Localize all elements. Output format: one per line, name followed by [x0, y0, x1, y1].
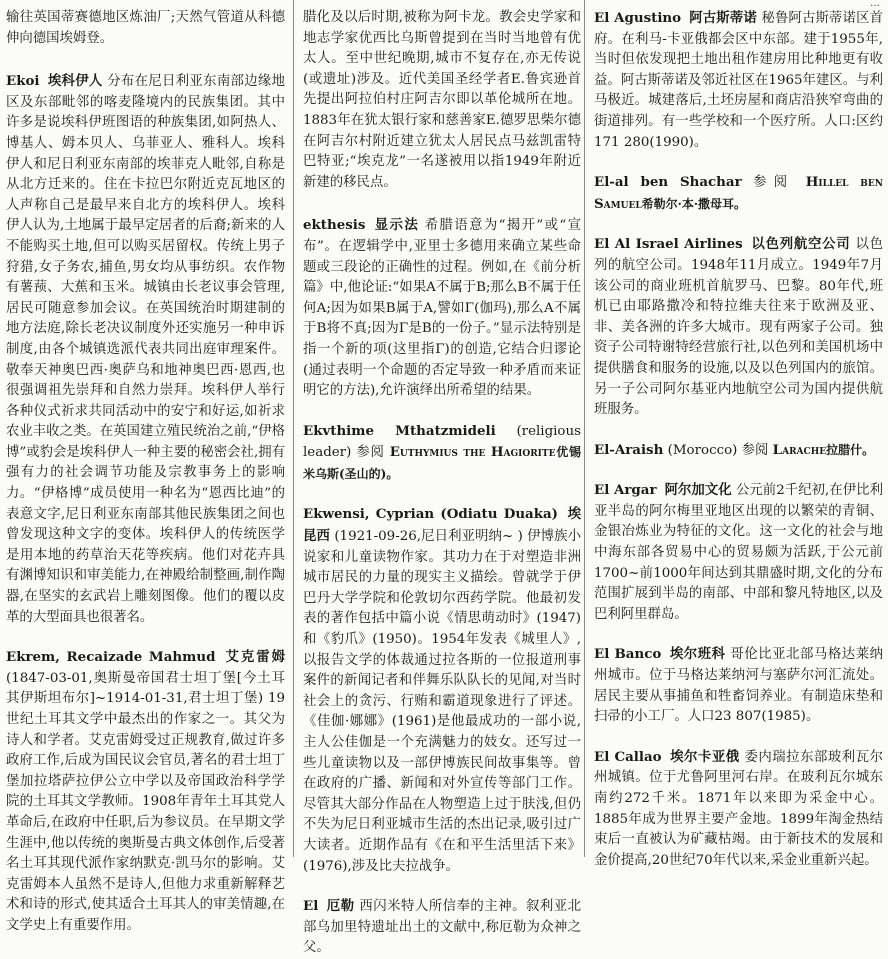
- dictionary-entry: [6, 71, 285, 628]
- entry-text: 委内瑞拉东部玻利瓦尔州城镇。位于尤鲁阿里河右岸。在玻利瓦尔城东南约272千米。1871年以来即为采金中心。1885年成为世界主要产金地。1899年淘金热结束后一直被认为矿藏枯竭。由于新技术的发展和金价提高,20世纪70年代以来,采金业重新兴起。: [594, 749, 884, 868]
- dictionary-entry: [303, 215, 581, 401]
- cross-reference-chinese: 拉腊什。: [826, 442, 875, 457]
- dictionary-entry: [594, 480, 883, 625]
- dictionary-entry: [6, 647, 285, 936]
- headword-chinese: 艾克雷姆: [223, 649, 286, 666]
- headword: El Al Israel Airlines: [594, 236, 743, 253]
- entry-text: 腊化及以后时期,被称为阿卡龙。教会史学家和地志学家优西比乌斯曾提到在当时当地曾有优太人。至中世纪晚期,城市不复存在,亦无传说(或遗址)涉及。近代美国圣经学者E.鲁宾逊首先提出阿拉伯村庄阿吉尔即以革伦城所在地。1883年在犹太银行家和慈善家E.德罗思柴尔德在阿吉尔村附近建立犹太人居民点马兹凯雷特巴特亚;“埃克龙”一名遂被用以指1949年附近新建的移民点。: [303, 10, 581, 190]
- headword: El Agustino: [594, 10, 682, 26]
- headword: El Banco: [594, 646, 662, 663]
- entry-text: (1921-09-26,尼日利亚明纳~ ) 伊博族小说家和儿童读物作家。其功力在于对塑造非洲城市居民的力量的现实主义描绘。曾就学于伊巴丹大学学院和伦敦切尔西药学院。他最初发表的著作包括中篇小说《情思萌动时》(1947)和《豹爪》(1950)。1954年发表《城里人》,以报告文学的体裁通过拉各斯的一位报道刑事案件的新闻记者和伴舞乐队队长的见闻,对当时社会上的贪污、行贿和霸道现象进行了评述。《佳伽·娜娜》(1961)是他最成功的一部小说,主人公佳伽是一个充满魅力的妓女。还写过一些儿童读物以及一部伊博族民间故事集等。曾在政府的广播、新闻和对外宣传等部门工作。尽管其大部分作品在人物塑造上过于肤浅,但仍不失为尼日利亚城市生活的杰出记录,吸引过广大读者。近期作品有《在和平生活里活下来》(1976),涉及比夫拉战争。: [303, 529, 581, 874]
- headword: El-Araish: [594, 441, 664, 458]
- cross-reference-target: Euthymius the Hagiorite: [389, 444, 556, 461]
- dictionary-entry: [303, 421, 581, 486]
- entry-continuation: [303, 8, 581, 193]
- entry-continuation: [6, 8, 285, 49]
- headword-chinese: 埃尔卡亚俄: [669, 748, 740, 765]
- dictionary-entry: [594, 8, 883, 153]
- dictionary-entry: [594, 644, 883, 727]
- dictionary-entry: [303, 896, 581, 959]
- column-divider: [584, 0, 585, 857]
- entry-text: 分布在尼日利亚东南部边缘地区及东部毗邻的喀麦隆境内的民族集团。其中许多是说埃科伊班图语的种族集团,如阿热人、博基人、姆本贝人、乌菲亚人、雅科人。埃科伊人和尼日利亚东南部的埃菲克人毗邻,自称是从北方迁来的。住在卡拉巴尔附近克瓦地区的人声称自己是最早来自北方的埃科伊人。埃科伊人认为,土地属于最早定居者的后裔;新来的人不能购买土地,但可以购买居留权。传统上男子狩猎,女子务农,捕鱼,男女均从事纺织。农作物有薯蓣、大蕉和玉米。城镇由长老议事会管理,居民可随意参加会议。在英国统治时期建制的地方法庭,除长老决议制度外还实施另一种申诉制度,由各个城镇选派代表共同出庭审理案件。敬奉天神奥巴西·奥萨乌和地神奥巴西·恩西,也很强调祖先崇拜和自然力崇拜。埃科伊人举行各种仪式祈求共同活动中的安宁和好运,如祈求农业丰收之类。在英国建立殖民统治之前,“伊格博”或豹会是埃科伊人一种主要的秘密会社,拥有强有力的社会调节功能及宗教事务上的影响力。“伊格博”成员使用一种名为“恩西比迪”的表意文字,尼日利亚东南部其他民族集团之间也曾发现这种文字的变体。埃科伊人的传统医学是用本地的药草治天花等疾病。他们对花卉具有渊博知识和审美能力,在神殿给制整画,制作陶器,在坚实的玄武岩上雕刻图像。他们的覆以皮革的大型面具也很著名。: [6, 74, 286, 625]
- headword: El Callao: [594, 748, 662, 765]
- dictionary-entry: [594, 234, 883, 420]
- headword: El Argar: [594, 482, 657, 499]
- cross-reference-target: Hillel ben Samuel: [594, 174, 883, 212]
- entry-text: 哥伦比亚北部马格达莱纳州城市。位于马格达莱纳河与塞萨尔河汇流处。居民主要从事捕鱼和牲畜饲养业。有制造床垫和扫帚的小工厂。人口23 807(1985)。: [594, 647, 884, 725]
- entry-text: 输往英国蒂赛德地区炼油厂;天然气管道从科德伸向德国埃姆登。: [6, 10, 285, 46]
- dictionary-entry: [594, 172, 883, 215]
- dictionary-entry: [594, 747, 883, 872]
- headword: El-al ben Shachar: [594, 174, 742, 191]
- cross-reference-chinese: 希勒尔·本·撒母耳。: [641, 196, 747, 211]
- headword-chinese: 埃昆西: [303, 506, 581, 545]
- cross-reference-target: Larache: [772, 441, 827, 458]
- headword-chinese: 埃科伊人: [47, 73, 103, 90]
- entry-text: 秘鲁阿古斯蒂诺区首府。在利马-卡亚俄都会区中东部。建于1955年,当时但依发现把土地出租作建房用比种地更有收益。阿古斯蒂诺及邻近社区在1965年建区。与利马极近。城建落后,土坯房屋和商店沿狭窄弯曲的街道排列。有一些学校和一个医疗所。人口:区约171 280(1990)。: [594, 11, 884, 150]
- headword: ekthesis: [303, 217, 366, 234]
- cross-reference-label: 参阅: [356, 445, 385, 461]
- running-head: …: [870, 0, 880, 9]
- entry-text: (1847-03-01,奥斯曼帝国君士坦丁堡[今土耳其伊斯坦布尔]~1914-01-31,君士坦丁堡) 19世纪土耳其文学中最杰出的作家之一。其父为诗人和学者。艾克雷姆受过正规教育,做过许多政府工作,后成为国民议会官员,著名的君士坦丁堡加拉塔萨拉伊公立中学以及帝国政治科学学院的土耳其文学教师。1908年青年土耳其党人革命后,在政府中任职,后为参议员。在早期文学生涯中,他以传统的奥斯曼古典文体创作,后受著名土耳其现代派作家纳默克·凯马尔的影响。艾克雷姆本人虽然不是诗人,但他力求重新解释艺术和诗的形式,使其适合土耳其人的审美情趣,在文学史上有重要作用。: [6, 670, 285, 933]
- headword-chinese: 阿尔加文化: [664, 482, 732, 499]
- headword-chinese: 以色列航空公司: [750, 236, 851, 253]
- entry-text: 西闪米特人所信奉的主神。叙利亚北部乌加里特遗址出土的文献中,称厄勒为众神之父。: [303, 899, 582, 956]
- dictionary-entry: [594, 440, 883, 462]
- headword: Ekoi: [6, 73, 40, 90]
- headword: El: [303, 898, 319, 915]
- headword-gloss: (religious leader): [303, 423, 581, 461]
- cross-reference-chinese: 优锡米乌斯(圣山的)。: [303, 445, 581, 481]
- column-3: [594, 8, 884, 868]
- headword-chinese: 阿古斯蒂诺: [689, 10, 757, 26]
- column-divider: [293, 0, 294, 857]
- headword: Ekwensi, Cyprian (Odiatu Duaka): [303, 506, 559, 523]
- headword: Ekvthime Mthatzmideli: [303, 422, 496, 439]
- dictionary-entry: [303, 504, 581, 877]
- cross-reference-label: 参阅: [753, 175, 795, 191]
- column-1: [6, 8, 286, 933]
- headword-chinese: 显示法: [373, 217, 420, 234]
- entry-text: 以色列的航空公司。1948年11月成立。1949年7月该公司的商业班机首航罗马、巴黎。80年代,班机已由耶路撒冷和特拉维夫往来于欧洲及亚、非、美各洲的许多大城市。现有两家子公司。独资子公司特谢特经营旅行社,以色列和美国机场中提供膳食和服务的设施,以及以色列国内的旅馆。另一子公司阿尔基亚内地航空公司为国内提供航班服务。: [594, 237, 884, 418]
- column-2: [303, 8, 582, 956]
- entry-text: 希腊语意为“揭开”或“宣布”。在逻辑学中,亚里士多德用来确立某些命题或三段论的正确性的过程。例如,在《前分析篇》中,他论证:“如果A不属于B;那么B不属于任何A;因为如果B属于A,譬如Γ(伽玛),那么A不属于B将不真;因为Γ是B的一份子。”显示法特别是指一个新的项(这里指Γ)的创造,它结合归谬论(通过表明一个命题的否定导致一种矛盾而来证明它的方法),允许演绎出所希望的结果。: [303, 218, 581, 399]
- headword-gloss: (Morocco): [667, 442, 738, 458]
- headword-chinese: 埃尔班科: [669, 646, 726, 663]
- headword-chinese: 厄勒: [326, 898, 355, 915]
- headword: Ekrem, Recaizade Mahmud: [6, 649, 216, 666]
- entry-text: 公元前2千纪初,在伊比利亚半岛的阿尔梅里亚地区出现的以繁荣的青铜、金银冶炼业为特征的文化。这一文化的社会与地中海东部各贸易中心的贸易颇为活跃,于公元前1700~前1000年间达到其鼎盛时期,文化的分布范围扩展到半岛的南部、中部和黎凡特地区,以及巴利阿里群岛。: [594, 483, 883, 622]
- cross-reference-label: 参阅: [741, 442, 769, 458]
